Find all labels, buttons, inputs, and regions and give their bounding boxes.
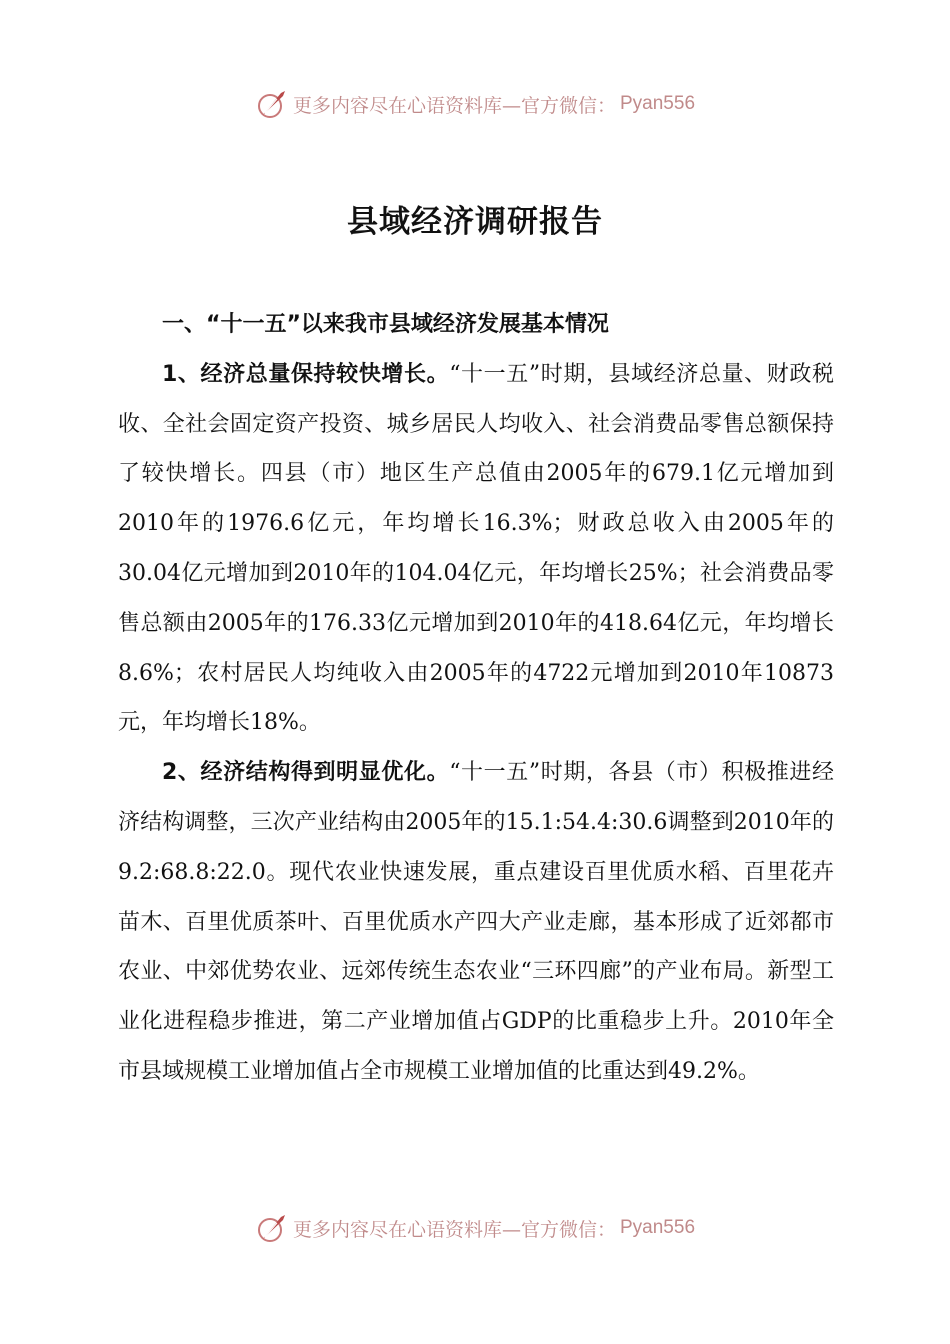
quill-pen-icon: [255, 1211, 289, 1245]
paragraph-body: “十一五”时期，各县（市）积极推进经济结构调整，三次产业结构由2005年的15.1:54.4:30.6调整到2010年的9.2:68.8:22.0。现代农业快速发展，重点建设百里优质水稻、百里花卉苗木、百里优质茶叶、百里优质水产四大产业走廊，基本形成了近郊都市农业、中郊优势农业、远郊传统生态农业“三环四廊”的产业布局。新型工业化进程稳步推进，第二产业增加值占GDP的比重稳步上升。2010年全市县域规模工业增加值占全市规模工业增加值的比重达到49.2%。: [118, 760, 835, 1084]
watermark-text: 更多内容尽在心语资料库—官方微信：: [292, 94, 616, 117]
watermark-footer: [0, 1208, 950, 1248]
watermark-header: [0, 84, 950, 124]
document-body: [118, 300, 834, 1097]
paragraph: [118, 350, 834, 748]
document-title: 县域经济调研报告: [347, 204, 603, 240]
quill-pen-icon: [255, 87, 289, 121]
paragraph-lead: 2、经济结构得到明显优化。: [162, 760, 450, 786]
paragraph-body: “十一五”时期，县域经济总量、财政税收、全社会固定资产投资、城乡居民人均收入、社会消费品零售总额保持了较快增长。四县（市）地区生产总值由2005年的679.1亿元增加到2010年的1976.6亿元，年均增长16.3%；财政总收入由2005年的30.04亿元增加到2010年的104.04亿元，年均增长25%；社会消费品零售总额由2005年的176.33亿元增加到2010年的418.64亿元，年均增长8.6%；农村居民人均纯收入由2005年的4722元增加到2010年10873元，年均增长18%。: [118, 361, 835, 736]
paragraph-lead: 1、经济总量保持较快增长。: [162, 361, 450, 387]
watermark-text: 更多内容尽在心语资料库—官方微信：: [292, 1218, 616, 1241]
section-heading: 一、“十一五”以来我市县域经济发展基本情况: [162, 312, 609, 337]
paragraph: [118, 748, 834, 1097]
watermark-handle: Pyan556: [620, 1217, 696, 1238]
watermark-handle: Pyan556: [620, 93, 696, 114]
